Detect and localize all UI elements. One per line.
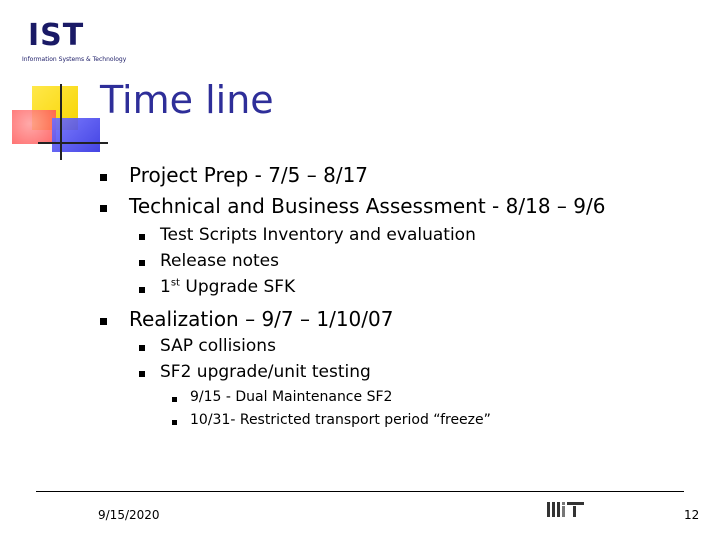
bullet-l2 bbox=[139, 345, 145, 351]
bullet-l3 bbox=[172, 397, 177, 402]
ordinal-rest: Upgrade SFK bbox=[179, 277, 296, 297]
bullet-l1 bbox=[100, 205, 107, 212]
ist-logo bbox=[22, 18, 127, 66]
logo-mark: IST bbox=[28, 18, 85, 53]
bullet-text-l1: Realization – 9/7 – 1/10/07 bbox=[129, 307, 394, 331]
page-number: 12 bbox=[684, 508, 700, 522]
bullet-l2 bbox=[139, 287, 145, 293]
logo-subtitle: Information Systems & Technology bbox=[22, 56, 127, 63]
bullet-l3 bbox=[172, 420, 177, 425]
bullet-l2 bbox=[139, 260, 145, 266]
bullet-text-l2: SAP collisions bbox=[160, 336, 276, 356]
footer-rule bbox=[36, 491, 684, 492]
ordinal-suffix: st bbox=[170, 277, 180, 289]
bullet-text-l3: 10/31- Restricted transport period “freeze” bbox=[190, 412, 491, 428]
bullet-l1 bbox=[100, 174, 107, 181]
slide-title: Time line bbox=[100, 78, 274, 122]
bullet-l2 bbox=[139, 234, 145, 240]
ordinal-number: 1 bbox=[160, 277, 171, 297]
bullet-l1 bbox=[100, 318, 107, 325]
bullet-l2 bbox=[139, 371, 145, 377]
bullet-text-l2: Release notes bbox=[160, 251, 279, 271]
decor-vertical-line bbox=[60, 84, 62, 160]
bullet-text-l2: Test Scripts Inventory and evaluation bbox=[160, 225, 476, 245]
decor-horizontal-line bbox=[38, 142, 108, 144]
bullet-text-l2 bbox=[160, 277, 295, 297]
bullet-text-l2: SF2 upgrade/unit testing bbox=[160, 362, 371, 382]
footer-date: 9/15/2020 bbox=[98, 508, 160, 522]
bullet-text-l1: Project Prep - 7/5 – 8/17 bbox=[129, 163, 369, 187]
bullet-text-l3: 9/15 - Dual Maintenance SF2 bbox=[190, 389, 393, 405]
decor-red-square bbox=[12, 110, 56, 144]
bullet-text-l1: Technical and Business Assessment - 8/18 – 9/6 bbox=[129, 194, 606, 218]
mit-logo bbox=[546, 500, 586, 520]
